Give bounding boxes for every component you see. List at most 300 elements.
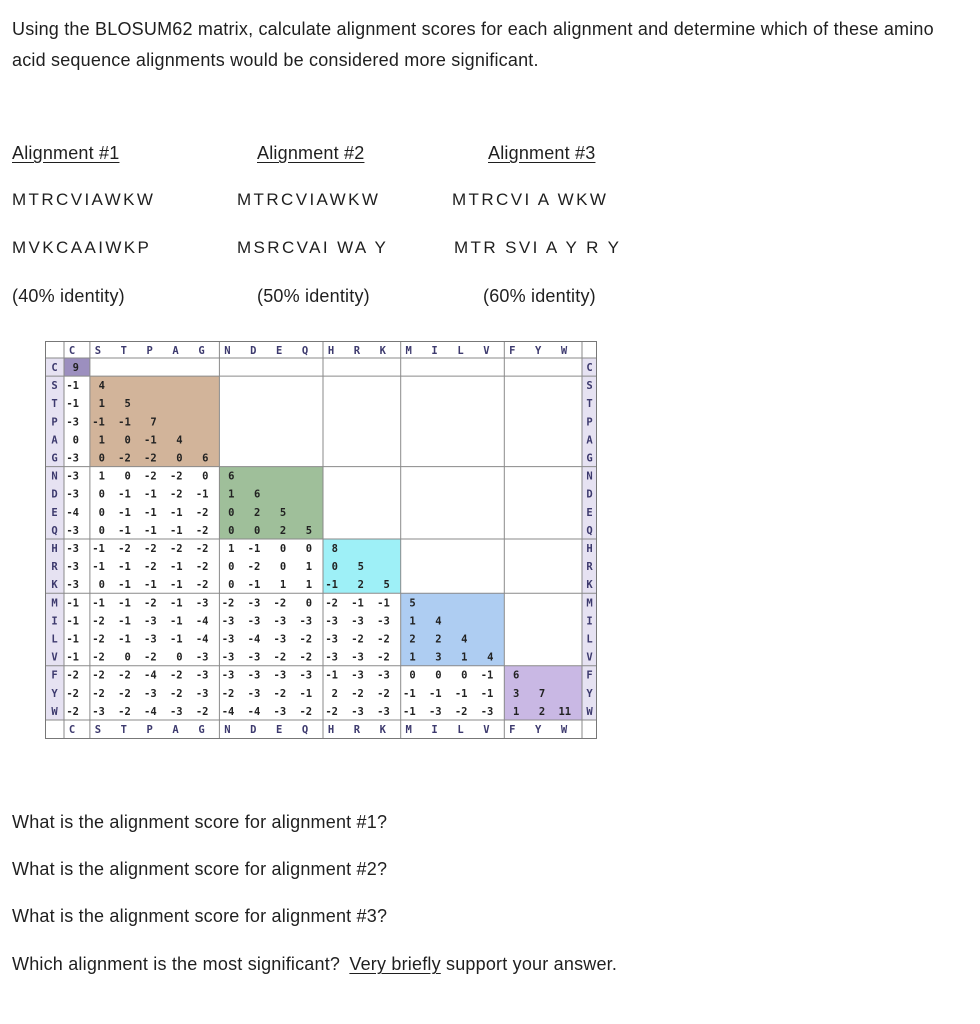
cell-H-S: -1 bbox=[92, 543, 105, 555]
row-header-right-E: E bbox=[586, 506, 593, 519]
cell-M-P: -2 bbox=[144, 597, 157, 610]
cell-L-Q: -2 bbox=[299, 633, 313, 646]
cell-A-C: 0 bbox=[72, 434, 79, 447]
cell-G-S: 0 bbox=[98, 452, 105, 465]
cell-Y-P: -3 bbox=[144, 687, 157, 700]
cell-W-L: -2 bbox=[454, 705, 468, 718]
cell-D-T: -1 bbox=[118, 488, 131, 501]
col-header-top-I: I bbox=[431, 345, 438, 357]
cell-N-N: 6 bbox=[228, 470, 235, 483]
cell-L-G: -4 bbox=[195, 633, 209, 646]
cell-W-P: -4 bbox=[144, 705, 157, 718]
cell-R-Q: 1 bbox=[305, 561, 313, 574]
col-header-top-W: W bbox=[560, 345, 568, 357]
cell-Y-A: -2 bbox=[169, 687, 183, 700]
cell-I-M: 1 bbox=[409, 615, 416, 628]
cell-K-Q: 1 bbox=[305, 579, 313, 592]
cell-M-A: -1 bbox=[169, 597, 183, 610]
cell-I-A: -1 bbox=[169, 615, 183, 628]
cell-L-H: -3 bbox=[325, 633, 338, 646]
alignment-2-seq1: MTRCVIAWKW bbox=[237, 190, 381, 209]
cell-G-A: 0 bbox=[176, 452, 183, 465]
cell-A-P: -1 bbox=[144, 434, 157, 447]
cell-F-F: 6 bbox=[512, 669, 520, 682]
col-header-bottom-R: R bbox=[353, 724, 361, 736]
row-header-left-K: K bbox=[51, 579, 58, 592]
cell-N-P: -2 bbox=[144, 470, 157, 483]
cell-V-N: -3 bbox=[221, 651, 235, 664]
cell-K-E: 1 bbox=[279, 579, 287, 592]
col-header-top-M: M bbox=[405, 345, 412, 357]
cell-D-A: -2 bbox=[169, 488, 183, 501]
question-4 bbox=[12, 954, 617, 975]
question-4-suffix: support your answer. bbox=[446, 954, 618, 974]
row-header-left-Q: Q bbox=[51, 524, 58, 537]
cell-Y-L: -1 bbox=[454, 687, 468, 700]
cell-D-D: 6 bbox=[253, 488, 261, 501]
cell-F-T: -2 bbox=[118, 669, 131, 682]
question-2: What is the alignment score for alignment #2? bbox=[12, 859, 388, 879]
cell-K-K: 5 bbox=[383, 579, 390, 592]
cell-W-I: -3 bbox=[428, 705, 442, 718]
cell-M-K: -1 bbox=[377, 597, 390, 610]
cell-K-G: -2 bbox=[195, 579, 209, 592]
alignment-2-seq2: MSRCVAI WA Y bbox=[237, 238, 389, 257]
cell-I-N: -3 bbox=[221, 615, 235, 628]
cell-L-S: -2 bbox=[92, 633, 105, 646]
cell-Y-R: -2 bbox=[351, 687, 364, 700]
cell-E-D: 2 bbox=[253, 506, 261, 519]
cell-R-S: -1 bbox=[92, 561, 105, 574]
row-header-left-I: I bbox=[51, 615, 58, 628]
cell-M-T: -1 bbox=[118, 597, 131, 610]
cell-W-Y: 2 bbox=[538, 705, 546, 718]
cell-Y-H: 2 bbox=[331, 687, 338, 700]
cell-Y-T: -2 bbox=[118, 687, 131, 700]
col-header-top-C: C bbox=[68, 345, 76, 357]
cell-H-H: 8 bbox=[331, 543, 338, 555]
cell-V-K: -2 bbox=[377, 651, 390, 664]
cell-D-P: -1 bbox=[144, 488, 157, 501]
cell-I-Q: -3 bbox=[299, 615, 313, 628]
cell-W-S: -3 bbox=[92, 705, 105, 718]
cell-E-P: -1 bbox=[144, 506, 157, 519]
row-header-right-D: D bbox=[586, 488, 593, 501]
row-header-right-G: G bbox=[586, 452, 593, 465]
row-header-right-S: S bbox=[586, 380, 593, 393]
col-header-bottom-Y: Y bbox=[535, 724, 542, 736]
cell-I-R: -3 bbox=[351, 615, 364, 628]
col-header-top-L: L bbox=[457, 345, 464, 357]
col-header-bottom-C: C bbox=[68, 724, 76, 736]
row-header-left-S: S bbox=[51, 380, 58, 393]
cell-V-Q: -2 bbox=[299, 651, 313, 664]
cell-Y-I: -1 bbox=[428, 687, 442, 700]
row-header-right-V: V bbox=[586, 651, 593, 664]
cell-K-R: 2 bbox=[357, 579, 364, 592]
cell-R-A: -1 bbox=[169, 561, 183, 574]
cell-Y-C: -2 bbox=[66, 687, 79, 700]
cell-I-H: -3 bbox=[325, 615, 338, 628]
cell-K-N: 0 bbox=[228, 579, 235, 592]
row-header-right-Y: Y bbox=[586, 687, 593, 700]
cell-H-E: 0 bbox=[279, 543, 287, 555]
row-header-left-N: N bbox=[51, 470, 58, 483]
cell-Y-S: -2 bbox=[92, 687, 105, 700]
cell-W-G: -2 bbox=[195, 705, 209, 718]
row-header-left-F: F bbox=[51, 669, 58, 682]
cell-H-N: 1 bbox=[228, 543, 235, 555]
alignment-1-seq2: MVKCAAIWKP bbox=[12, 238, 152, 257]
cell-M-N: -2 bbox=[221, 597, 235, 610]
question-4-emphasis: Very briefly bbox=[349, 954, 441, 974]
cell-M-H: -2 bbox=[325, 597, 338, 610]
cell-V-V: 4 bbox=[487, 651, 494, 664]
cell-M-E: -2 bbox=[273, 597, 287, 610]
cell-Y-D: -3 bbox=[247, 687, 261, 700]
cell-I-S: -2 bbox=[92, 615, 105, 628]
cell-V-C: -1 bbox=[66, 651, 79, 664]
cell-T-S: 1 bbox=[98, 398, 105, 411]
row-header-right-M: M bbox=[586, 597, 593, 610]
cell-G-G: 6 bbox=[202, 452, 209, 465]
cell-V-P: -2 bbox=[144, 651, 157, 664]
cell-Q-S: 0 bbox=[98, 524, 105, 537]
row-header-left-P: P bbox=[51, 416, 58, 429]
cell-W-A: -3 bbox=[169, 705, 183, 718]
cell-F-P: -4 bbox=[144, 669, 157, 682]
row-header-right-A: A bbox=[586, 434, 593, 447]
col-header-bottom-E: E bbox=[276, 724, 283, 736]
cell-V-H: -3 bbox=[325, 651, 338, 664]
cell-I-D: -3 bbox=[247, 615, 261, 628]
col-header-top-N: N bbox=[224, 345, 231, 357]
cell-F-K: -3 bbox=[377, 669, 390, 682]
cell-L-P: -3 bbox=[144, 633, 157, 646]
row-header-right-T: T bbox=[586, 398, 593, 411]
cell-C-C: 9 bbox=[72, 362, 79, 374]
cell-Q-Q: 5 bbox=[305, 524, 313, 537]
cell-E-C: -4 bbox=[66, 506, 79, 519]
row-header-right-P: P bbox=[586, 416, 593, 429]
cell-Y-E: -2 bbox=[273, 687, 287, 700]
row-header-right-R: R bbox=[586, 561, 593, 574]
row-header-left-Y: Y bbox=[51, 687, 58, 700]
alignment-1-title: Alignment #1 bbox=[12, 143, 120, 163]
cell-W-H: -2 bbox=[325, 705, 338, 718]
cell-G-T: -2 bbox=[118, 452, 131, 465]
col-header-bottom-K: K bbox=[379, 724, 386, 736]
cell-L-L: 4 bbox=[461, 633, 468, 646]
row-header-right-K: K bbox=[586, 579, 593, 592]
cell-F-L: 0 bbox=[461, 669, 468, 682]
col-header-top-K: K bbox=[379, 345, 386, 357]
col-header-bottom-T: T bbox=[120, 724, 127, 736]
cell-M-Q: 0 bbox=[305, 597, 313, 610]
col-header-top-R: R bbox=[353, 345, 361, 357]
instructions-text: Using the BLOSUM62 matrix, calculate alignment scores for each alignment and determine which of these amino acid sequence alignments would be considered more significant. bbox=[12, 19, 934, 70]
cell-H-T: -2 bbox=[118, 543, 131, 555]
row-header-left-D: D bbox=[51, 488, 58, 501]
cell-F-E: -3 bbox=[273, 669, 287, 682]
cell-F-R: -3 bbox=[351, 669, 364, 682]
cell-P-C: -3 bbox=[66, 416, 79, 429]
col-header-bottom-N: N bbox=[224, 724, 231, 736]
col-header-bottom-P: P bbox=[146, 724, 153, 736]
alignment-1-identity: (40% identity) bbox=[12, 286, 125, 306]
alignment-3-identity: (60% identity) bbox=[483, 286, 596, 306]
cell-F-Q: -3 bbox=[299, 669, 313, 682]
cell-Y-Q: -1 bbox=[299, 687, 313, 700]
cell-V-L: 1 bbox=[461, 651, 468, 664]
col-header-top-V: V bbox=[483, 345, 490, 357]
col-header-bottom-G: G bbox=[198, 724, 205, 736]
row-header-left-G: G bbox=[51, 452, 58, 465]
col-header-top-P: P bbox=[146, 345, 153, 357]
row-header-right-H: H bbox=[586, 543, 593, 555]
cell-M-S: -1 bbox=[92, 597, 105, 610]
col-header-top-F: F bbox=[509, 345, 516, 357]
cell-Q-G: -2 bbox=[195, 524, 209, 537]
cell-K-D: -1 bbox=[247, 579, 261, 592]
row-header-right-F: F bbox=[586, 669, 593, 682]
cell-N-S: 1 bbox=[98, 470, 105, 483]
col-header-bottom-H: H bbox=[327, 724, 335, 736]
cell-M-M: 5 bbox=[409, 597, 416, 610]
cell-M-R: -1 bbox=[351, 597, 364, 610]
col-header-bottom-A: A bbox=[172, 724, 179, 736]
row-header-right-L: L bbox=[586, 633, 593, 646]
cell-W-M: -1 bbox=[403, 705, 416, 718]
cell-K-T: -1 bbox=[118, 579, 131, 592]
question-4-prefix: Which alignment is the most significant? bbox=[12, 954, 341, 974]
cell-E-S: 0 bbox=[98, 506, 105, 519]
cell-H-A: -2 bbox=[169, 543, 183, 555]
cell-W-N: -4 bbox=[221, 705, 235, 718]
cell-W-E: -3 bbox=[273, 705, 287, 718]
col-header-top-D: D bbox=[250, 345, 257, 357]
cell-D-C: -3 bbox=[66, 488, 79, 501]
col-header-top-T: T bbox=[120, 345, 127, 357]
cell-R-P: -2 bbox=[144, 561, 157, 574]
alignment-3-seq1: MTRCVI A WKW bbox=[452, 190, 609, 209]
cell-L-N: -3 bbox=[221, 633, 235, 646]
alignment-3-seq2: MTR SVI A Y R Y bbox=[454, 238, 622, 257]
cell-W-T: -2 bbox=[118, 705, 131, 718]
cell-W-F: 1 bbox=[512, 705, 520, 718]
cell-R-T: -1 bbox=[118, 561, 131, 574]
cell-M-G: -3 bbox=[195, 597, 209, 610]
cell-Y-Y: 7 bbox=[538, 687, 546, 700]
cell-N-T: 0 bbox=[124, 470, 131, 483]
row-header-right-I: I bbox=[586, 615, 593, 628]
cell-L-C: -1 bbox=[66, 633, 79, 646]
cell-F-M: 0 bbox=[409, 669, 416, 682]
cell-K-P: -1 bbox=[144, 579, 157, 592]
cell-Y-V: -1 bbox=[480, 687, 494, 700]
cell-T-T: 5 bbox=[124, 398, 131, 411]
col-header-top-A: A bbox=[172, 345, 179, 357]
col-header-bottom-V: V bbox=[483, 724, 490, 736]
cell-L-M: 2 bbox=[409, 633, 416, 646]
col-header-bottom-F: F bbox=[509, 724, 516, 736]
row-header-right-W: W bbox=[586, 705, 593, 718]
cell-E-G: -2 bbox=[195, 506, 209, 519]
col-header-top-E: E bbox=[276, 345, 283, 357]
cell-Y-N: -2 bbox=[221, 687, 235, 700]
cell-W-V: -3 bbox=[480, 705, 494, 718]
cell-V-G: -3 bbox=[195, 651, 209, 664]
cell-I-P: -3 bbox=[144, 615, 157, 628]
col-header-bottom-D: D bbox=[250, 724, 257, 736]
cell-K-H: -1 bbox=[325, 579, 338, 592]
col-header-top-Q: Q bbox=[301, 345, 309, 357]
cell-E-N: 0 bbox=[228, 506, 235, 519]
cell-Q-P: -1 bbox=[144, 524, 157, 537]
row-header-left-C: C bbox=[51, 362, 58, 374]
cell-F-G: -3 bbox=[195, 669, 209, 682]
cell-T-C: -1 bbox=[66, 398, 79, 411]
cell-K-S: 0 bbox=[98, 579, 105, 592]
cell-D-G: -1 bbox=[195, 488, 209, 501]
row-header-left-L: L bbox=[51, 633, 58, 646]
row-header-right-C: C bbox=[586, 362, 593, 374]
cell-Y-F: 3 bbox=[512, 687, 520, 700]
cell-K-C: -3 bbox=[66, 579, 79, 592]
cell-V-D: -3 bbox=[247, 651, 261, 664]
cell-W-W: 11 bbox=[558, 705, 572, 718]
cell-E-A: -1 bbox=[169, 506, 183, 519]
cell-Y-K: -2 bbox=[377, 687, 390, 700]
cell-R-R: 5 bbox=[357, 561, 364, 574]
cell-I-C: -1 bbox=[66, 615, 79, 628]
cell-G-P: -2 bbox=[144, 452, 157, 465]
cell-L-R: -2 bbox=[351, 633, 364, 646]
cell-W-C: -2 bbox=[66, 705, 79, 718]
cell-M-C: -1 bbox=[66, 597, 79, 610]
cell-E-T: -1 bbox=[118, 506, 131, 519]
cell-L-K: -2 bbox=[377, 633, 390, 646]
cell-L-E: -3 bbox=[273, 633, 287, 646]
col-header-bottom-Q: Q bbox=[301, 724, 309, 736]
cell-W-K: -3 bbox=[377, 705, 390, 718]
cell-F-S: -2 bbox=[92, 669, 105, 682]
cell-I-E: -3 bbox=[273, 615, 287, 628]
cell-L-T: -1 bbox=[118, 633, 131, 646]
alignment-3-title: Alignment #3 bbox=[488, 143, 596, 163]
cell-I-I: 4 bbox=[435, 615, 442, 628]
cell-L-D: -4 bbox=[247, 633, 261, 646]
cell-Y-M: -1 bbox=[403, 687, 416, 700]
cell-V-S: -2 bbox=[92, 651, 105, 664]
cell-W-D: -4 bbox=[247, 705, 261, 718]
blosum62-matrix bbox=[45, 341, 597, 747]
cell-W-Q: -2 bbox=[299, 705, 313, 718]
col-header-bottom-W: W bbox=[560, 724, 568, 736]
cell-L-I: 2 bbox=[435, 633, 442, 646]
row-header-left-E: E bbox=[51, 506, 58, 519]
cell-H-G: -2 bbox=[195, 543, 209, 555]
cell-L-A: -1 bbox=[169, 633, 183, 646]
cell-D-S: 0 bbox=[98, 488, 105, 501]
cell-S-S: 4 bbox=[98, 380, 105, 393]
cell-H-P: -2 bbox=[144, 543, 157, 555]
cell-Q-N: 0 bbox=[228, 524, 235, 537]
row-header-right-N: N bbox=[586, 470, 593, 483]
row-header-right-Q: Q bbox=[586, 524, 593, 537]
cell-I-K: -3 bbox=[377, 615, 390, 628]
row-header-left-M: M bbox=[51, 597, 58, 610]
row-header-left-V: V bbox=[51, 651, 58, 664]
cell-N-A: -2 bbox=[169, 470, 183, 483]
cell-Q-C: -3 bbox=[66, 524, 79, 537]
cell-H-C: -3 bbox=[66, 543, 79, 555]
question-1: What is the alignment score for alignment #1? bbox=[12, 812, 388, 832]
cell-R-N: 0 bbox=[228, 561, 235, 574]
cell-F-N: -3 bbox=[221, 669, 235, 682]
cell-A-A: 4 bbox=[176, 434, 183, 447]
row-header-left-H: H bbox=[51, 543, 58, 555]
col-header-top-G: G bbox=[198, 345, 205, 357]
col-header-top-H: H bbox=[327, 345, 335, 357]
cell-E-E: 5 bbox=[279, 506, 287, 519]
row-header-left-A: A bbox=[51, 434, 58, 447]
col-header-bottom-I: I bbox=[431, 724, 438, 736]
col-header-bottom-S: S bbox=[94, 724, 102, 736]
cell-Q-D: 0 bbox=[253, 524, 261, 537]
alignment-1-seq1: MTRCVIAWKW bbox=[12, 190, 156, 209]
cell-P-S: -1 bbox=[92, 416, 105, 429]
cell-F-A: -2 bbox=[169, 669, 183, 682]
alignment-2-title: Alignment #2 bbox=[257, 143, 365, 163]
cell-S-C: -1 bbox=[66, 380, 79, 393]
cell-Q-A: -1 bbox=[169, 524, 183, 537]
row-header-left-T: T bbox=[51, 398, 58, 411]
alignment-2-identity: (50% identity) bbox=[257, 286, 370, 306]
cell-H-Q: 0 bbox=[305, 543, 313, 555]
cell-V-M: 1 bbox=[409, 651, 416, 664]
cell-W-R: -3 bbox=[351, 705, 364, 718]
cell-Y-G: -3 bbox=[195, 687, 209, 700]
cell-G-C: -3 bbox=[66, 452, 79, 465]
cell-P-T: -1 bbox=[118, 416, 131, 429]
cell-N-G: 0 bbox=[202, 470, 209, 483]
col-header-bottom-L: L bbox=[457, 724, 464, 736]
row-header-left-R: R bbox=[51, 561, 58, 574]
cell-V-T: 0 bbox=[124, 651, 131, 664]
question-3: What is the alignment score for alignment #3? bbox=[12, 906, 388, 926]
row-header-left-W: W bbox=[51, 705, 58, 718]
cell-R-E: 0 bbox=[279, 561, 287, 574]
cell-P-P: 7 bbox=[150, 416, 157, 429]
cell-V-I: 3 bbox=[435, 651, 442, 664]
cell-Q-T: -1 bbox=[118, 524, 131, 537]
cell-V-R: -3 bbox=[351, 651, 364, 664]
cell-V-E: -2 bbox=[273, 651, 287, 664]
cell-I-T: -1 bbox=[118, 615, 131, 628]
cell-F-D: -3 bbox=[247, 669, 261, 682]
col-header-bottom-M: M bbox=[405, 724, 412, 736]
col-header-top-S: S bbox=[94, 345, 102, 357]
cell-A-T: 0 bbox=[124, 434, 131, 447]
cell-F-V: -1 bbox=[480, 669, 494, 682]
cell-A-S: 1 bbox=[98, 434, 105, 447]
cell-H-D: -1 bbox=[247, 543, 261, 555]
col-header-top-Y: Y bbox=[535, 345, 542, 357]
cell-R-C: -3 bbox=[66, 561, 79, 574]
cell-R-G: -2 bbox=[195, 561, 209, 574]
cell-F-I: 0 bbox=[435, 669, 442, 682]
